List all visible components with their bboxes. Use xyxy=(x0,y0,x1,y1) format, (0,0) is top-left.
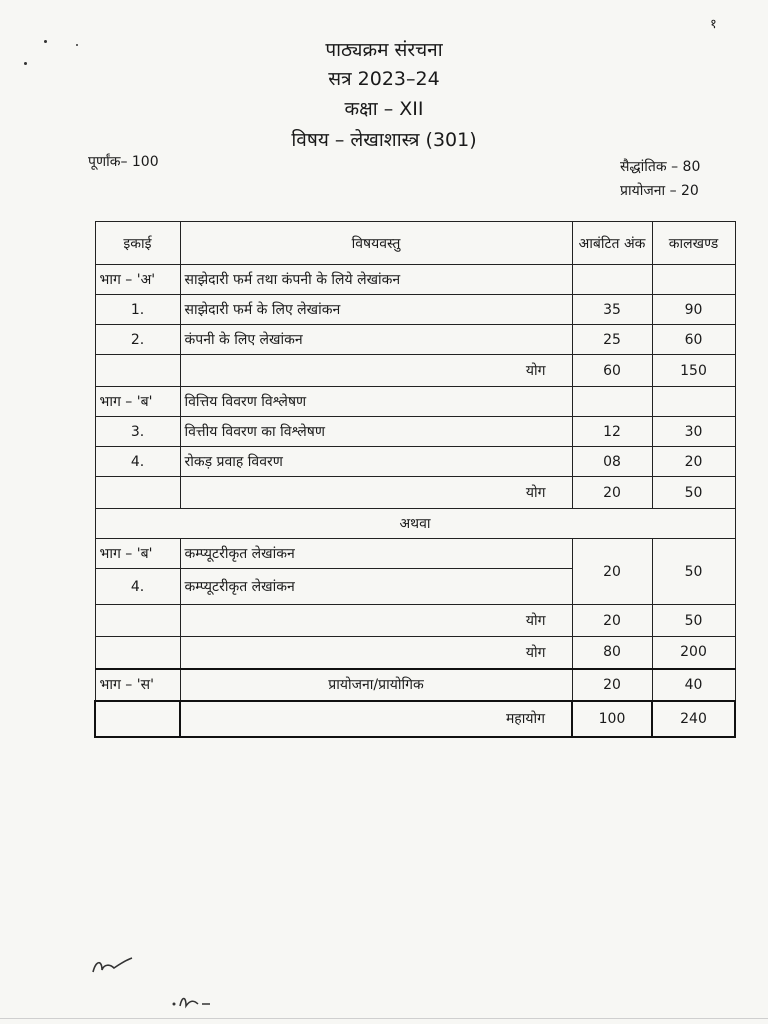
subtotal-label: योग xyxy=(180,355,572,387)
row-marks: 12 xyxy=(572,417,652,447)
part-c-period: 40 xyxy=(652,669,735,701)
part-b-alt-label: भाग – 'ब' xyxy=(95,539,180,569)
row-period: 60 xyxy=(652,325,735,355)
row-content: साझेदारी फर्म के लिए लेखांकन xyxy=(180,295,572,325)
grand-total-marks: 100 xyxy=(572,701,652,737)
table-row xyxy=(95,417,735,447)
page-number: १ xyxy=(710,17,717,32)
part-b-label: भाग – 'ब' xyxy=(95,387,180,417)
row-number: 3. xyxy=(95,417,180,447)
row-period: 90 xyxy=(652,295,735,325)
doc-subject: विषय – लेखाशास्त्र (301) xyxy=(291,129,477,151)
part-c-content: प्रायोजना/प्रायोगिक xyxy=(180,669,572,701)
subtotal-period: 150 xyxy=(652,355,735,387)
part-b-alt-title: कम्प्यूटरीकृत लेखांकन xyxy=(180,539,572,569)
row-number: 4. xyxy=(95,447,180,477)
table-header-row xyxy=(95,222,735,265)
total-marks: पूर्णांक– 100 xyxy=(88,154,159,170)
table-row xyxy=(95,447,735,477)
initials-scribble xyxy=(170,992,220,1012)
row-period: 50 xyxy=(652,539,735,605)
row-marks: 35 xyxy=(572,295,652,325)
subtotal-marks: 60 xyxy=(572,355,652,387)
theory-total-marks: 80 xyxy=(572,637,652,669)
header-content: विषयवस्तु xyxy=(180,222,572,265)
subtotal-period: 50 xyxy=(652,605,735,637)
table-row xyxy=(95,539,735,569)
header-unit: इकाई xyxy=(95,222,180,265)
theory-total-label: योग xyxy=(180,637,572,669)
theory-total-row xyxy=(95,637,735,669)
row-content: रोकड़ प्रवाह विवरण xyxy=(180,447,572,477)
doc-class: कक्षा – XII xyxy=(344,98,424,120)
grand-total-row xyxy=(95,701,735,737)
row-number: 2. xyxy=(95,325,180,355)
or-label: अथवा xyxy=(95,509,735,539)
row-period: 20 xyxy=(652,447,735,477)
row-marks: 08 xyxy=(572,447,652,477)
part-a-title: साझेदारी फर्म तथा कंपनी के लिये लेखांकन xyxy=(180,265,572,295)
subtotal-row xyxy=(95,605,735,637)
subtotal-label: योग xyxy=(180,477,572,509)
project-marks: प्रायोजना – 20 xyxy=(620,183,699,199)
row-number: 1. xyxy=(95,295,180,325)
table-row xyxy=(95,325,735,355)
part-a-label: भाग – 'अ' xyxy=(95,265,180,295)
theory-total-period: 200 xyxy=(652,637,735,669)
table-row xyxy=(95,669,735,701)
page-bottom-edge xyxy=(0,1018,768,1019)
header-marks: आबंटित अंक xyxy=(572,222,652,265)
table-row xyxy=(95,387,735,417)
table-row xyxy=(95,265,735,295)
row-number: 4. xyxy=(95,569,180,605)
doc-session: सत्र 2023–24 xyxy=(328,68,440,90)
table-row xyxy=(95,295,735,325)
subtotal-marks: 20 xyxy=(572,477,652,509)
row-content: कम्प्यूटरीकृत लेखांकन xyxy=(180,569,572,605)
row-marks: 20 xyxy=(572,539,652,605)
signature-scribble xyxy=(88,950,138,980)
part-c-marks: 20 xyxy=(572,669,652,701)
subtotal-row xyxy=(95,477,735,509)
subtotal-row xyxy=(95,355,735,387)
subtotal-marks: 20 xyxy=(572,605,652,637)
header-period: कालखण्ड xyxy=(652,222,735,265)
subtotal-label: योग xyxy=(180,605,572,637)
row-content: वित्तीय विवरण का विश्लेषण xyxy=(180,417,572,447)
or-row xyxy=(95,509,735,539)
row-marks: 25 xyxy=(572,325,652,355)
doc-title-structure: पाठ्यक्रम संरचना xyxy=(325,39,443,61)
row-content: कंपनी के लिए लेखांकन xyxy=(180,325,572,355)
row-period: 30 xyxy=(652,417,735,447)
syllabus-table xyxy=(94,221,736,738)
part-c-label: भाग – 'स' xyxy=(95,669,180,701)
theory-marks: सैद्धांतिक – 80 xyxy=(620,159,701,175)
grand-total-label: महायोग xyxy=(180,701,572,737)
part-b-title: वित्तिय विवरण विश्लेषण xyxy=(180,387,572,417)
subtotal-period: 50 xyxy=(652,477,735,509)
grand-total-period: 240 xyxy=(652,701,735,737)
